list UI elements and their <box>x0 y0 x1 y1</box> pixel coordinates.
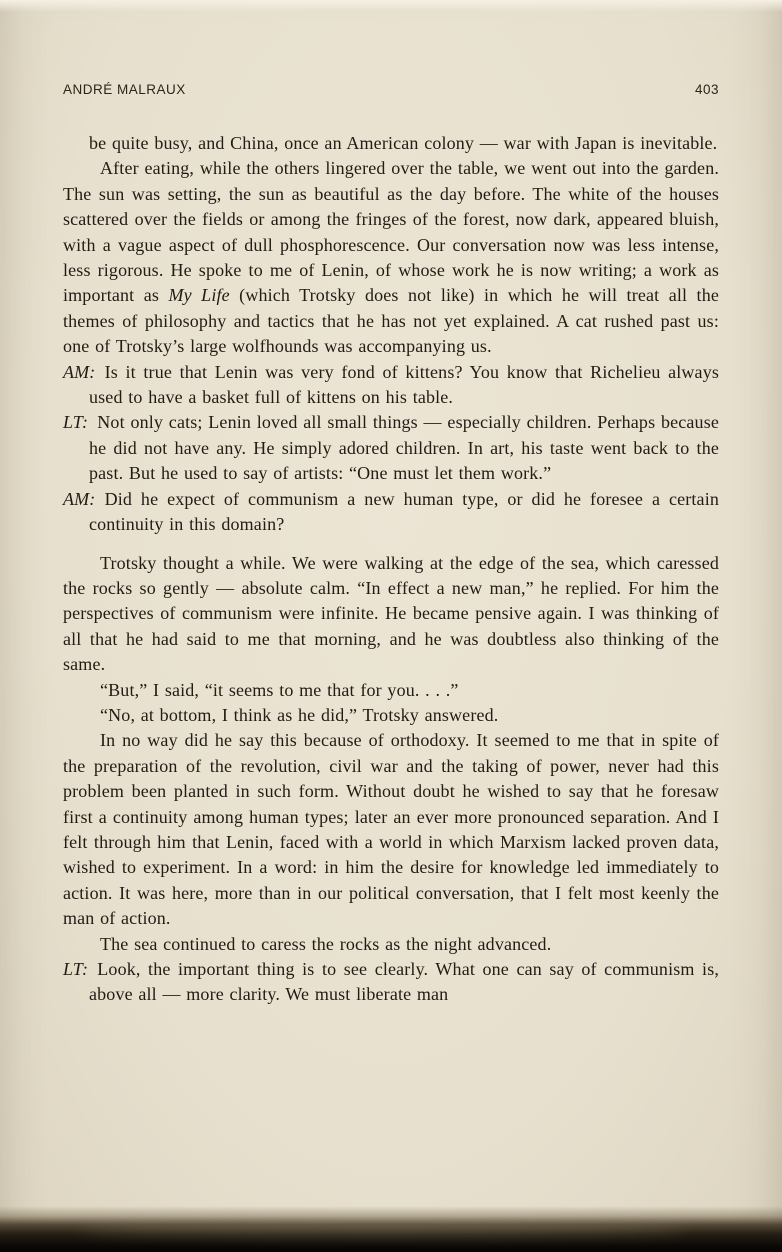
text-segment: Did he expect of communism a new human type, or did he foresee a certain continuity in this domain? <box>89 488 719 535</box>
dialogue-block <box>63 360 719 411</box>
speaker-label: AM: <box>63 361 96 382</box>
text-segment: The sea continued to caress the rocks as the night advanced. <box>100 933 552 954</box>
paragraph <box>63 932 719 957</box>
paragraph <box>63 678 719 703</box>
text-segment: My Life <box>168 285 230 306</box>
text-segment: Is it true that Lenin was very fond of kittens? You know that Richelieu always used to have a basket full of kittens on his table. <box>89 361 719 408</box>
running-head <box>63 82 719 97</box>
running-head-author: ANDRÉ MALRAUX <box>63 82 186 97</box>
page-number: 403 <box>694 82 719 97</box>
text-segment: Look, the important thing is to see clearly. What one can say of communism is, above all — more clarity. We must liberate man <box>89 959 719 1005</box>
text-segment: “But,” I said, “it seems to me that for you. . . .” <box>100 679 459 700</box>
text-segment: After eating, while the others lingered over the table, we went out into the garden. The sun was setting, the sun as beautiful as the day before. The white of the houses scattered over the fields or among the fringes of the forest, now dark, appeared bluish, with a vague aspect of dull phosphorescence. Our conversation now was less intense, less rigorous. He spoke to me of Lenin, of whose work he is now writing; a work as important as <box>63 158 719 306</box>
text-segment: Not only cats; Lenin loved all small things — especially children. Perhaps because he did not have any. He simply adored children. In art, his taste went back to the past. But he used to say of artists: “One must let them work.” <box>89 412 719 484</box>
text-segment: (which Trotsky does not like) in which he will treat all the themes of philosophy and tactics that he has not yet explained. A cat rushed past us: one of Trotsky’s large wolfhounds was accompanying us. <box>63 285 719 357</box>
speaker-label: LT: <box>63 959 89 979</box>
dialogue-block <box>63 487 719 538</box>
text-segment: be quite busy, and China, once an American colony — war with Japan is inevitable. <box>89 133 718 153</box>
paragraph <box>63 131 719 156</box>
speaker-label: LT: <box>63 412 89 433</box>
speaker-label: AM: <box>63 488 96 509</box>
text-segment: In no way did he say this because of orthodoxy. It seemed to me that in spite of the preparation of the revolution, civil war and the taking of power, never had this problem been planted in such form. Without doubt he wished to say that he foresaw first a continuity among human types; later an ever more pronounced separation. And I felt through him that Lenin, faced with a world in which Marxism lacked proven data, wished to experiment. In a word: in him the desire for knowledge led immediately to action. It was here, more than in our political conversation, that I felt most keenly the man of action. <box>63 730 719 929</box>
scan-edge-highlight <box>78 1222 688 1236</box>
page-content <box>63 82 719 1008</box>
text-body <box>63 131 719 1008</box>
text-segment: Trotsky thought a while. We were walking at the edge of the sea, which caressed the rocks so gently — absolute calm. “In effect a new man,” he replied. For him the perspectives of communism were infinite. He became pensive again. I was thinking of all that he had said to me that morning, and he was doubtless also thinking of the same. <box>63 552 719 675</box>
dialogue-block <box>63 957 719 1008</box>
scan-bottom-shadow <box>0 1206 782 1252</box>
text-segment: “No, at bottom, I think as he did,” Trotsky answered. <box>100 704 499 725</box>
paragraph <box>63 703 719 728</box>
paragraph <box>63 156 719 359</box>
dialogue-block <box>63 410 719 486</box>
paragraph <box>63 551 719 678</box>
paragraph <box>63 728 719 931</box>
scan-top-edge <box>0 0 782 12</box>
